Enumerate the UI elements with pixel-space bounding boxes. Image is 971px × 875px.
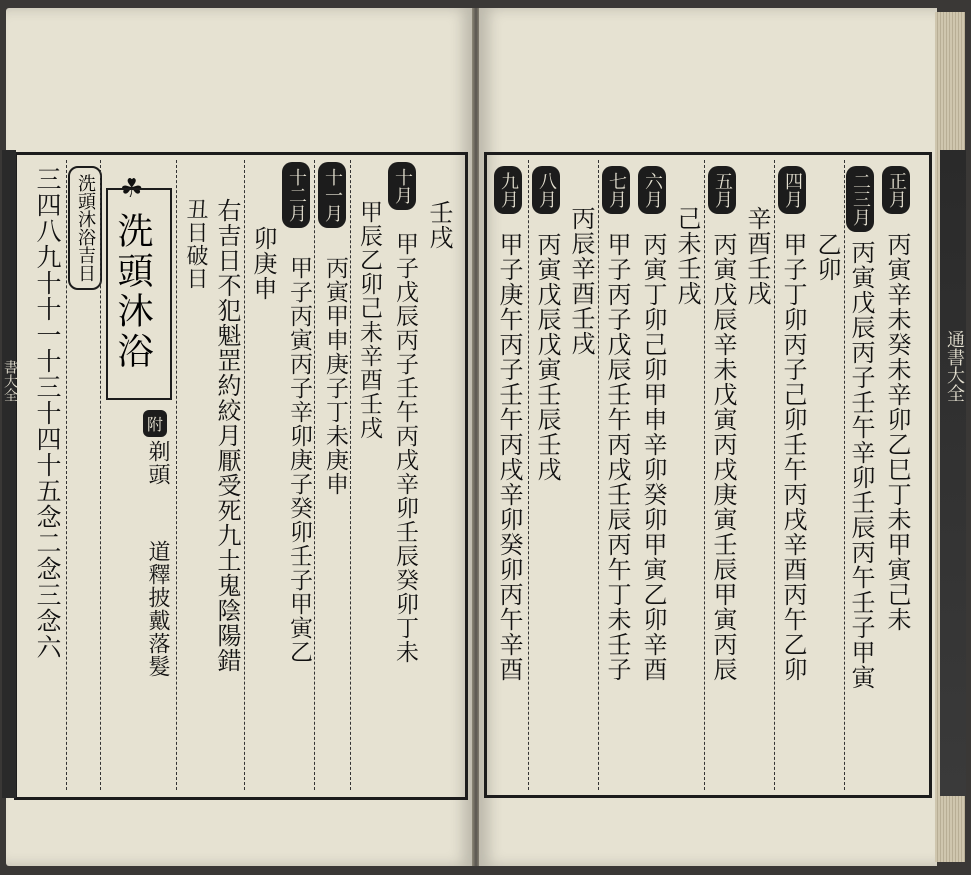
appendix-text: 道釋披戴落髮 [145,540,170,678]
month-tab-12: 十二月 [282,162,310,228]
month-dates: 甲子丙子戊辰壬午丙戌壬辰丙午丁未壬子 [603,232,631,682]
month-tab-8: 八月 [532,166,560,214]
month-dates: 己未壬戌 [673,206,701,306]
month-dates: 甲子丁卯丙子己卯壬午丙戌辛酉丙午乙卯 [779,232,807,682]
dates-column: 三四八九十十一十三十四十五念二念三念六 [33,166,62,660]
column-rule [66,160,67,790]
month-dates: 丙寅丁卯己卯甲申辛卯癸卯甲寅乙卯辛酉 [639,232,667,682]
month-tab-7: 七月 [602,166,630,214]
note-column: 卯庚申 [249,226,277,301]
month-dates: 丙辰辛酉壬戌 [567,206,595,356]
column-rule [704,160,705,790]
month-dates: 辛酉壬戌 [743,206,771,306]
month-tab-5: 五月 [708,166,736,214]
column-rule [350,160,351,790]
month-dates: 甲子戊辰丙子壬午丙戌辛卯壬辰癸卯丁未 [392,232,418,664]
month-dates: 甲子丙寅丙子辛卯庚子癸卯壬子甲寅乙 [286,256,312,664]
month-dates: 甲辰乙卯己未辛酉壬戌 [356,200,382,440]
left-edge-text: 書大全 [2,360,18,402]
month-tab-11: 十一月 [318,162,346,228]
note-column: 右吉日不犯魁罡約絞月厭受死九土鬼陰陽錯 [213,198,241,673]
month-dates: 壬戌 [425,200,453,250]
appendix-heading: 剃頭 [145,440,170,486]
column-rule [774,160,775,790]
month-dates: 甲子庚午丙子壬午丙戌辛卯癸卯丙午辛酉 [495,232,523,682]
month-dates: 丙寅戊辰戊寅壬辰壬戌 [533,232,561,482]
left-edge-strip [2,150,16,798]
appendix-tag: 附 [143,410,167,437]
right-edge-text: 通書大全 [944,330,965,402]
flower-ornament-icon: ☘ [120,174,144,204]
month-tab-2-3: 二三月 [846,166,874,232]
column-rule [314,160,315,790]
column-rule [244,160,245,790]
month-tab-1: 正月 [882,166,910,214]
month-tab-9: 九月 [494,166,522,214]
section-title: 洗頭沐浴 [112,212,153,372]
column-rule [598,160,599,790]
note-column: 丑日破日 [183,198,208,290]
section-header: 洗頭沐浴吉日 [68,166,102,290]
month-tab-10: 十月 [388,162,416,210]
month-tab-4: 四月 [778,166,806,214]
column-rule [844,160,845,790]
month-dates: 丙寅戊辰辛未戊寅丙戌庚寅壬辰甲寅丙辰 [709,232,737,682]
month-dates: 丙寅戊辰丙子壬午辛卯壬辰丙午壬子甲寅 [847,240,875,690]
month-dates: 丙寅甲申庚子丁未庚申 [322,256,348,496]
column-rule [100,160,101,790]
column-rule [528,160,529,790]
column-rule [176,160,177,790]
month-dates: 乙卯 [813,232,841,282]
month-tab-6: 六月 [638,166,666,214]
right-edge-strip [940,150,966,796]
month-dates: 丙寅辛未癸未辛卯乙巳丁未甲寅己未 [883,232,911,632]
